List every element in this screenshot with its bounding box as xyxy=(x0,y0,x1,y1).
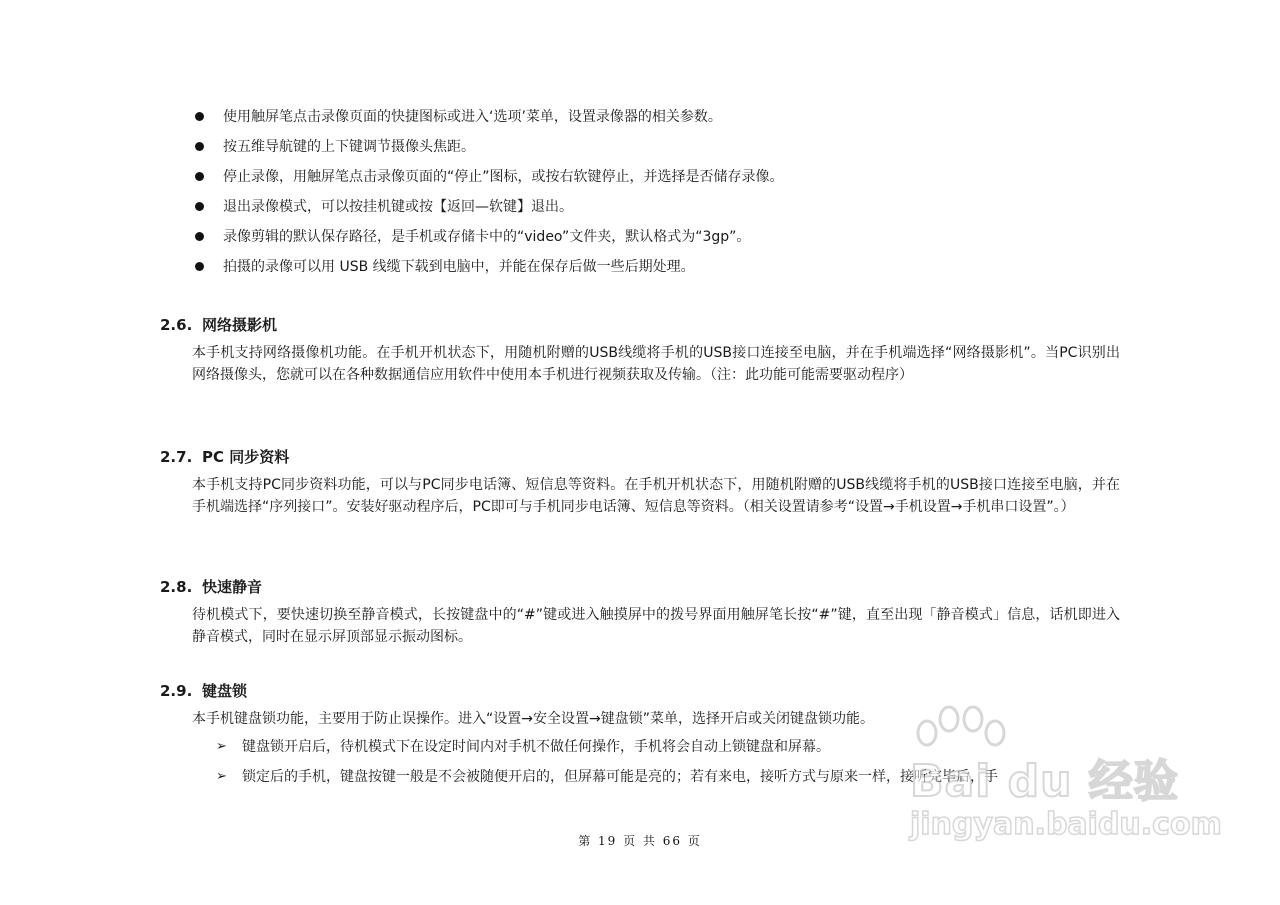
bullet-text: 按五维导航键的上下键调节摄像头焦距。 xyxy=(223,139,475,155)
list-item xyxy=(193,104,1133,134)
section-body: 本手机支持PC同步资料功能，可以与PC同步电话簿、短信息等资料。在手机开机状态下，用随机附赠的USB线缆将手机的USB接口连接至电脑，并在手机端选择“序列接口”。安装好驱动程序后，PC即可与手机同步电话簿、短信息等资料。（相关设置请参考“设置→手机设置→手机串口设置”。） xyxy=(192,477,1120,515)
list-item xyxy=(193,164,1133,194)
arrow-bullet-icon: ➢ xyxy=(216,769,227,784)
list-item xyxy=(193,134,1133,164)
section-heading xyxy=(160,576,1120,600)
bullet-icon xyxy=(195,142,204,151)
bullet-text: 停止录像，用触屏笔点击录像页面的“停止”图标，或按右软键停止，并选择是否储存录像。 xyxy=(223,169,784,185)
section-webcam xyxy=(160,314,1120,386)
page-footer: 第 19 页 共 66 页 xyxy=(578,834,702,848)
section-title: 键盘锁 xyxy=(202,682,248,700)
list-item xyxy=(193,224,1133,254)
arrow-bullet-icon: ➢ xyxy=(216,739,227,754)
section-heading xyxy=(160,446,1120,470)
bullet-text: 退出录像模式，可以按挂机键或按【返回—软键】退出。 xyxy=(223,199,573,215)
section-body: 本手机键盘锁功能，主要用于防止误操作。进入“设置→安全设置→键盘锁”菜单，选择开启或关闭键盘锁功能。 xyxy=(192,711,874,727)
bullet-icon xyxy=(195,172,204,181)
section-heading xyxy=(160,314,1120,338)
bullet-text: 拍摄的录像可以用 USB 线缆下载到电脑中，并能在保存后做一些后期处理。 xyxy=(223,259,695,275)
section-title: PC 同步资料 xyxy=(202,448,290,466)
sub-item-text: 锁定后的手机，键盘按键一般是不会被随便开启的，但屏幕可能是亮的；若有来电，接听方式与原来一样，接听完毕后，手 xyxy=(242,769,998,785)
bullet-list xyxy=(193,104,1133,284)
watermark-logo: Bai du 经验 xyxy=(910,756,1179,807)
bullet-text: 使用触屏笔点击录像页面的快捷图标或进入‘选项’菜单，设置录像器的相关参数。 xyxy=(223,109,722,125)
section-body: 本手机支持网络摄像机功能。在手机开机状态下，用随机附赠的USB线缆将手机的USB接口连接至电脑，并在手机端选择“网络摄影机”。当PC识别出网络摄像头，您就可以在各种数据通信应用软件中使用本手机进行视频获取及传输。（注：此功能可能需要驱动程序） xyxy=(192,345,1120,383)
list-item xyxy=(193,254,1133,284)
section-number: 2.7. xyxy=(160,448,193,466)
section-pc-sync xyxy=(160,446,1120,518)
section-quick-mute xyxy=(160,576,1120,648)
sub-list xyxy=(216,734,1120,794)
section-title: 快速静音 xyxy=(202,578,263,596)
list-item xyxy=(216,764,1120,794)
section-number: 2.6. xyxy=(160,316,193,334)
section-title: 网络摄影机 xyxy=(202,316,278,334)
bullet-text: 录像剪辑的默认保存路径，是手机或存储卡中的“video”文件夹，默认格式为“3gp”。 xyxy=(223,229,751,245)
sub-item-text: 键盘锁开启后，待机模式下在设定时间内对手机不做任何操作，手机将会自动上锁键盘和屏幕。 xyxy=(242,739,830,755)
bullet-icon xyxy=(195,202,204,211)
bullet-icon xyxy=(195,232,204,241)
watermark-url: jingyan.baidu.com xyxy=(910,807,1222,842)
section-heading xyxy=(160,680,1120,704)
bullet-icon xyxy=(195,262,204,271)
section-number: 2.9. xyxy=(160,682,193,700)
list-item xyxy=(216,734,1120,764)
section-number: 2.8. xyxy=(160,578,193,596)
section-body: 待机模式下，要快速切换至静音模式，长按键盘中的“#”键或进入触摸屏中的拨号界面用触屏笔长按“#”键，直至出现「静音模式」信息，话机即进入静音模式，同时在显示屏顶部显示振动图标。 xyxy=(192,607,1120,645)
list-item xyxy=(193,194,1133,224)
section-keypad-lock xyxy=(160,680,1120,794)
bullet-icon xyxy=(195,112,204,121)
